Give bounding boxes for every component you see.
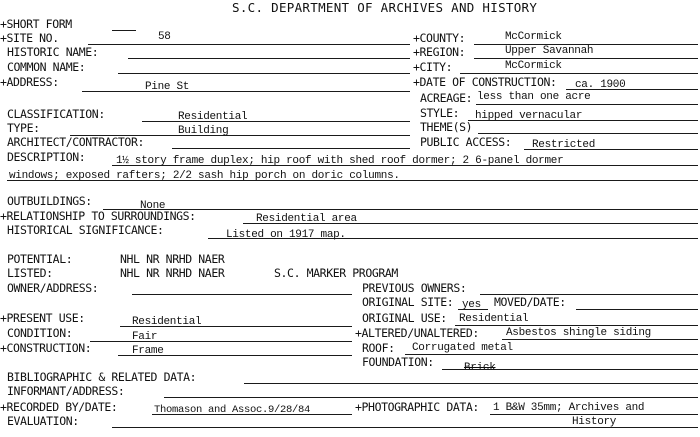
acreage-value: less than one acre (477, 91, 591, 103)
listed-label: LISTED: (7, 266, 53, 280)
classification-label: CLASSIFICATION: (7, 107, 105, 121)
short-form-line (112, 30, 136, 31)
date-of-construction-label: +DATE OF CONSTRUCTION: (413, 75, 557, 89)
marker-program-label: S.C. MARKER PROGRAM (274, 266, 398, 280)
outbuildings-value: None (140, 200, 166, 212)
theme-line (478, 133, 698, 134)
potential-label: POTENTIAL: (7, 252, 73, 266)
historic-name-line (128, 58, 410, 59)
evaluation-label: EVALUATION: (7, 414, 79, 428)
public-access-line (524, 149, 698, 150)
description-line-2 (7, 180, 698, 181)
form-title: S.C. DEPARTMENT OF ARCHIVES AND HISTORY (232, 0, 538, 15)
common-name-label: COMMON NAME: (7, 60, 86, 74)
foundation-value: Brick (464, 362, 496, 374)
recorded-by-line (152, 414, 352, 415)
photographic-value-line1: 1 B&W 35mm; Archives and (493, 402, 645, 414)
short-form-label: +SHORT FORM (0, 17, 72, 31)
listed-designations: NHL NR NRHD NAER (120, 266, 225, 280)
photographic-line-1 (490, 414, 698, 415)
altered-line (502, 339, 698, 340)
condition-line (90, 341, 352, 342)
description-label: DESCRIPTION: (7, 150, 86, 164)
owner-label: OWNER/ADDRESS: (7, 281, 99, 295)
photographic-value-line2: History (572, 416, 617, 428)
original-site-value: yes (462, 299, 481, 311)
foundation-line (442, 369, 698, 370)
recorded-by-value: Thomason and Assoc.9/28/84 (154, 404, 311, 416)
foundation-label: FOUNDATION: (362, 355, 434, 369)
photographic-label: +PHOTOGRAPHIC DATA: (355, 400, 479, 414)
architect-label: ARCHITECT/CONTRACTOR: (7, 135, 144, 149)
original-use-label: ORIGINAL USE: (362, 311, 447, 325)
address-line (82, 91, 410, 92)
roof-value: Corrugated metal (412, 342, 513, 354)
description-value-line2: windows; exposed rafters; 2/2 sash hip porch on doric columns. (9, 170, 400, 182)
present-use-line (120, 326, 352, 327)
date-of-construction-line (566, 89, 698, 90)
region-line (474, 58, 698, 59)
roof-label: ROOF: (362, 341, 395, 355)
region-label: +REGION: (413, 45, 466, 59)
description-line-1 (112, 165, 698, 166)
recorded-by-label: +RECORDED BY/DATE: (0, 400, 118, 414)
site-no-value: 58 (158, 31, 171, 43)
county-label: +COUNTY: (413, 31, 466, 45)
original-use-value: Residential (459, 313, 529, 325)
present-use-label: +PRESENT USE: (0, 311, 85, 325)
moved-date-line (576, 309, 698, 310)
historic-name-label: HISTORIC NAME: (7, 45, 99, 59)
description-value-line1: 1½ story frame duplex; hip roof with shed roof dormer; 2 6-panel dormer (116, 155, 564, 167)
region-value: Upper Savannah (505, 45, 594, 57)
relationship-label: +RELATIONSHIP TO SURROUNDINGS: (0, 209, 196, 223)
informant-label: INFORMANT/ADDRESS: (7, 384, 125, 398)
previous-owners-label: PREVIOUS OWNERS: (362, 281, 467, 295)
informant-line (164, 397, 698, 398)
relationship-value: Residential area (256, 213, 357, 225)
original-site-label: ORIGINAL SITE: (362, 295, 454, 309)
date-of-construction-value: ca. 1900 (575, 79, 626, 91)
construction-line (118, 355, 352, 356)
altered-label: +ALTERED/UNALTERED: (355, 326, 479, 340)
architect-line (172, 148, 410, 149)
roof-line (405, 354, 698, 355)
style-value: hipped vernacular (475, 110, 583, 122)
common-name-line (118, 73, 410, 74)
present-use-value: Residential (132, 316, 202, 328)
address-value: Pine St (145, 81, 190, 93)
construction-value: Frame (132, 345, 164, 357)
owner-line (132, 294, 352, 295)
site-no-label: +SITE NO. (0, 31, 59, 45)
significance-line (208, 238, 698, 239)
outbuildings-label: OUTBUILDINGS: (7, 194, 92, 208)
theme-label: THEME(S) (420, 120, 473, 134)
type-value: Building (178, 125, 229, 137)
public-access-value: Restricted (532, 139, 596, 151)
altered-value: Asbestos shingle siding (506, 327, 651, 339)
city-line (460, 73, 698, 74)
type-label: TYPE: (7, 121, 40, 135)
significance-label: HISTORICAL SIGNIFICANCE: (7, 223, 164, 237)
city-label: +CITY: (413, 60, 453, 74)
construction-label: +CONSTRUCTION: (0, 341, 92, 355)
bibliographic-label: BIBLIOGRAPHIC & RELATED DATA: (7, 370, 197, 384)
potential-designations: NHL NR NRHD NAER (120, 252, 225, 266)
significance-value: Listed on 1917 map. (226, 229, 346, 241)
classification-line (142, 121, 410, 122)
moved-date-label: MOVED/DATE: (494, 295, 566, 309)
county-value: McCormick (505, 31, 562, 43)
condition-label: CONDITION: (7, 326, 73, 340)
address-label: +ADDRESS: (0, 75, 59, 89)
relationship-line (243, 223, 698, 224)
public-access-label: PUBLIC ACCESS: (420, 135, 512, 149)
acreage-line (476, 104, 698, 105)
city-value: McCormick (505, 60, 562, 72)
condition-value: Fair (132, 331, 158, 343)
bibliographic-line (244, 383, 698, 384)
original-site-line (458, 309, 488, 310)
classification-value: Residential (178, 111, 248, 123)
style-line (468, 120, 698, 121)
site-no-line (88, 44, 410, 45)
acreage-label: ACREAGE: (420, 91, 473, 105)
style-label: STYLE: (420, 106, 460, 120)
original-use-line (455, 325, 698, 326)
